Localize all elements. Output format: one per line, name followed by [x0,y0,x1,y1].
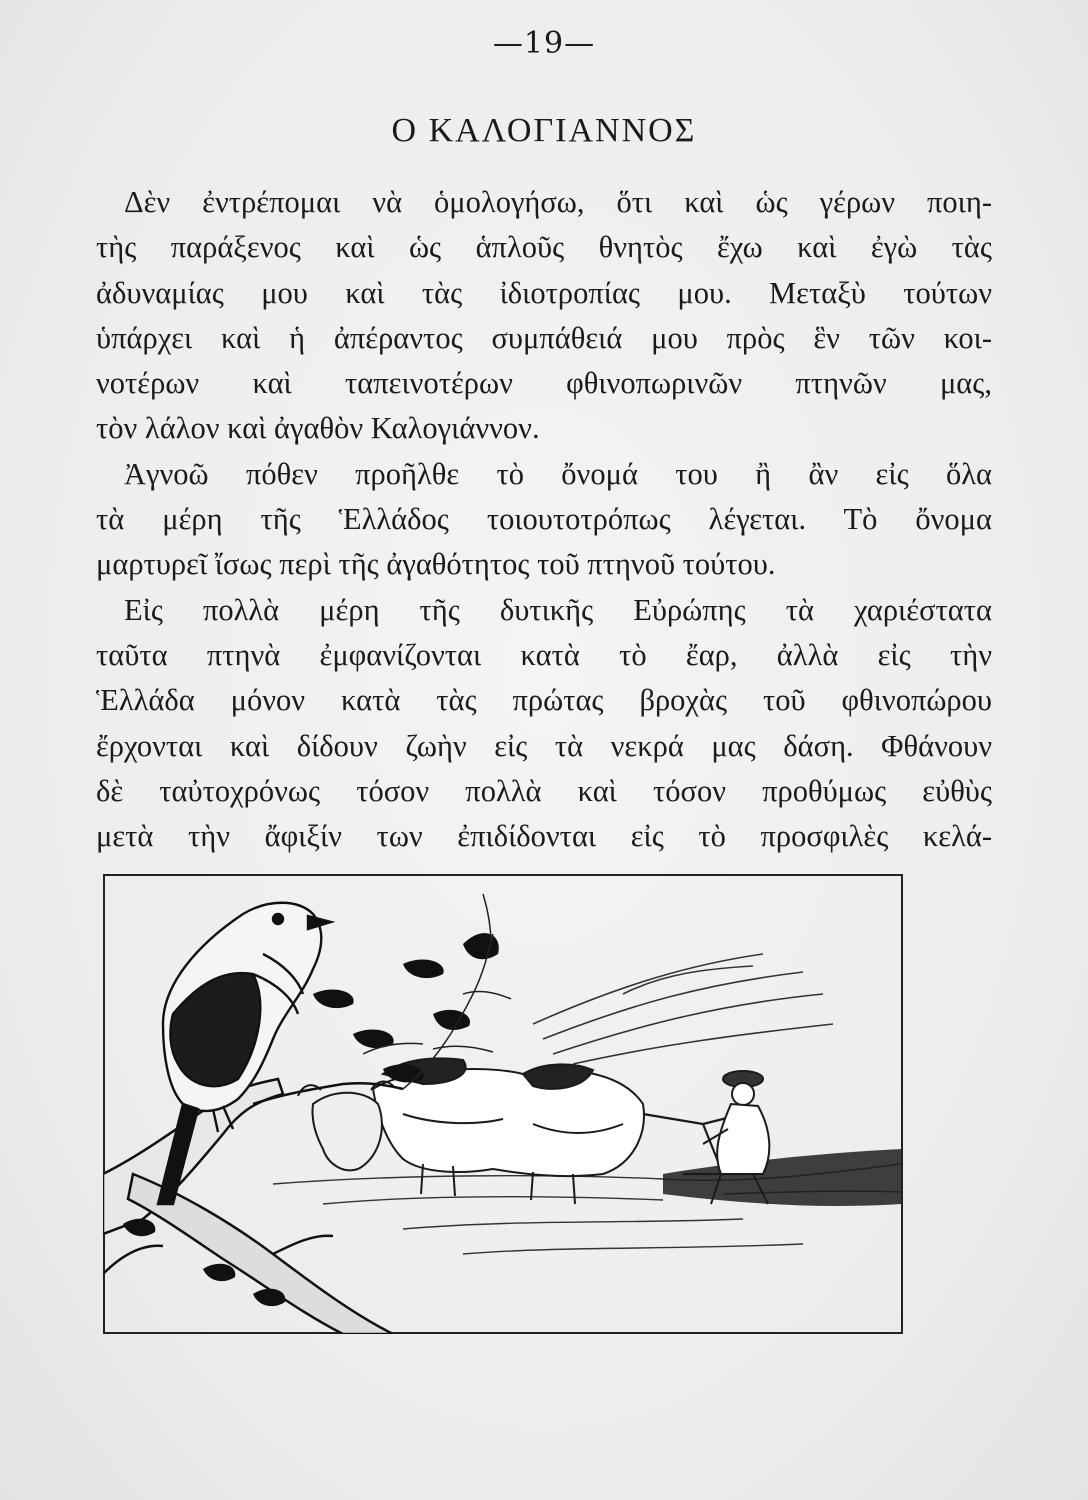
body-text [96,180,992,859]
text-line: ἔρχονται καὶ δίδουν ζωὴν εἰς τὰ νεκρά μας δάση. Φθάνουν [96,728,992,763]
text-line: τὸν λάλον καὶ ἀγαθὸν Καλογιάννον. [96,411,540,446]
plowed-furrow [663,1149,901,1206]
text-line: Δὲν ἐντρέπομαι νὰ ὁμολογήσω, ὅτι καὶ ὡς γέρων ποιη- [124,185,992,219]
text-line: τὰ μέρη τῆς Ἑλλάδος τοιουτοτρόπως λέγεται. Τὸ ὄνομα [96,502,992,537]
text-line: Ἀγνοῶ πόθεν προῆλθε τὸ ὄνομά του ἢ ἂν εἰς ὅλα [124,456,992,491]
illustration-bird-and-plowman [103,874,903,1334]
text-line: νοτέρων καὶ ταπεινοτέρων φθινοπωρινῶν πτηνῶν μας, [96,366,992,401]
illustration-drawing [103,874,903,1334]
chapter-title: Ο ΚΑΛΟΓΙΑΝΝΟΣ [391,112,697,149]
text-line: Εἰς πολλὰ μέρη τῆς δυτικῆς Εὐρώπης τὰ χαριέστατα [124,592,992,627]
text-line: Ἑλλάδα μόνον κατὰ τὰς πρώτας βροχὰς τοῦ φθινοπώρου [96,683,992,718]
text-line: ταῦτα πτηνὰ ἐμφανίζονται κατὰ τὸ ἔαρ, ἀλλὰ εἰς τὴν [96,637,992,672]
page-number: —19— [492,26,596,61]
text-line: μετὰ τὴν ἄφιξίν των ἐπιδίδονται εἰς τὸ προσφιλὲς κελά- [96,819,992,854]
text-line: δὲ ταὐτοχρόνως τόσον πολλὰ καὶ τόσον προθύμως εὐθὺς [96,773,992,808]
text-line: ὑπάρχει καὶ ἡ ἀπέραντος συμπάθειά μου πρὸς ἓν τῶν κοι- [96,320,992,355]
wind-strokes [533,954,833,1064]
text-line: μαρτυρεῖ ἴσως περὶ τῆς ἀγαθότητος τοῦ πτηνοῦ τούτου. [96,547,776,582]
oxen [298,1058,644,1204]
robin-bird [158,903,331,1204]
text-line: τὴς παράξενος καὶ ὡς ἁπλοῦς θνητὸς ἔχω καὶ ἐγὼ τὰς [96,230,992,265]
text-line: ἀδυναμίας μου καὶ τὰς ἰδιοτροπίας μου. Μεταξὺ τούτων [96,275,992,310]
